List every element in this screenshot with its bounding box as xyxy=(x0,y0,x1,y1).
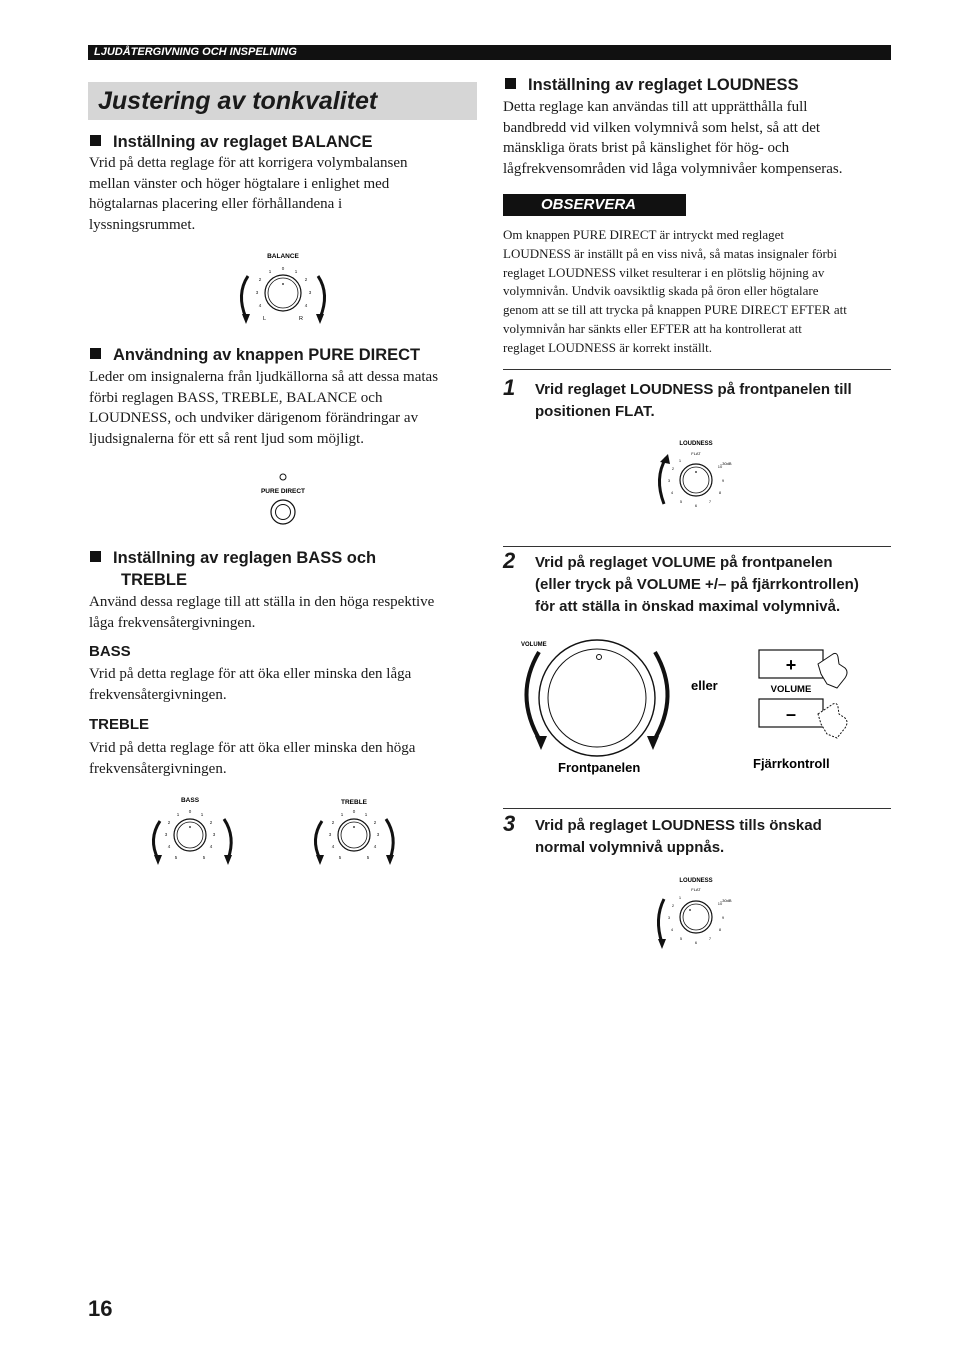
svg-text:3: 3 xyxy=(212,832,216,837)
arrow-right-icon xyxy=(318,276,325,318)
svg-text:1: 1 xyxy=(340,812,344,817)
step-3-number: 3 xyxy=(503,811,516,836)
svg-text:3: 3 xyxy=(164,832,168,837)
svg-text:3: 3 xyxy=(667,915,671,920)
bass-subheading: BASS xyxy=(89,643,131,660)
svg-text:10: 10 xyxy=(717,901,723,906)
svg-text:0: 0 xyxy=(188,809,192,814)
svg-text:6: 6 xyxy=(694,940,698,945)
remote-caption: Fjärrkontroll xyxy=(753,756,830,771)
arrow-left-icon xyxy=(241,276,248,318)
balance-heading: Inställning av reglaget BALANCE xyxy=(90,131,372,153)
bass-knob-figure xyxy=(140,793,240,873)
step-1-number: 1 xyxy=(503,375,516,400)
svg-text:1: 1 xyxy=(176,812,180,817)
svg-text:2: 2 xyxy=(304,277,308,282)
svg-text:4: 4 xyxy=(670,490,674,495)
balance-knob-label: BALANCE xyxy=(267,253,299,260)
volume-figure xyxy=(515,622,885,782)
loudness-flat-mark: FLAT xyxy=(691,887,701,892)
treble-text: Vrid på detta reglage för att öka eller minska den höga frekvensåtergivningen. xyxy=(89,740,416,777)
loudness-knob-label: LOUDNESS xyxy=(679,441,713,447)
svg-text:2: 2 xyxy=(209,820,213,825)
svg-text:4: 4 xyxy=(304,303,308,308)
minus-label: – xyxy=(785,704,797,724)
arrow-counterclockwise-icon xyxy=(659,458,666,504)
remote-volume-label: VOLUME xyxy=(770,684,812,695)
step-divider xyxy=(503,369,891,370)
svg-text:1: 1 xyxy=(294,269,298,274)
svg-text:5: 5 xyxy=(202,855,206,860)
svg-text:2: 2 xyxy=(373,820,377,825)
arrow-left-icon xyxy=(315,821,322,859)
square-bullet-icon xyxy=(90,348,101,359)
section-header: LJUDÅTERGIVNING OCH INSPELNING xyxy=(88,45,891,60)
pure-direct-button-label: PURE DIRECT xyxy=(260,488,306,495)
balance-text: Vrid på detta reglage för att korrigera volymbalansen mellan vänster och höger högtalare i enlighet med högtalarnas placering eller förhållandena i lyssningsrummet. xyxy=(89,155,408,233)
step-1-text: Vrid reglaget LOUDNESS på frontpanelen till positionen FLAT. xyxy=(535,381,852,420)
step-divider xyxy=(503,808,891,809)
loudness-knob-label: LOUDNESS xyxy=(679,878,713,884)
square-bullet-icon xyxy=(505,78,516,89)
svg-text:4: 4 xyxy=(167,844,171,849)
svg-text:2: 2 xyxy=(671,466,675,471)
loudness-knob xyxy=(680,464,712,496)
square-bullet-icon xyxy=(90,551,101,562)
bass-treble-text: Använd dessa reglage till att ställa in den höga respektive låga frekvensåtergivningen. xyxy=(89,594,435,631)
loudness-knob-figure-2 xyxy=(650,873,740,953)
svg-text:3: 3 xyxy=(376,832,380,837)
svg-text:6: 6 xyxy=(694,503,698,508)
balance-left-mark: L xyxy=(263,316,267,322)
page-title: Justering av tonkvalitet xyxy=(88,82,477,120)
svg-text:4: 4 xyxy=(258,303,262,308)
svg-text:1: 1 xyxy=(200,812,204,817)
pure-direct-text: Leder om insignalerna från ljudkällorna så att dessa matas förbi reglagen BASS, TREBLE, BALANCE och LOUDNESS, och undviker därigenom förändringar av ljudsignalerna för ett så rent ljud som möjligt. xyxy=(89,369,439,447)
svg-text:3: 3 xyxy=(328,832,332,837)
bass-knob xyxy=(174,819,206,851)
svg-text:5: 5 xyxy=(366,855,370,860)
arrow-left-icon xyxy=(658,899,664,943)
step-2-text: Vrid på reglaget VOLUME på frontpanelen (eller tryck på VOLUME +/– på fjärrkontrollen) för att ställa in önskad maximal volymnivå. xyxy=(535,554,859,615)
svg-text:5: 5 xyxy=(679,936,683,941)
balance-knob xyxy=(265,275,301,311)
arrow-right-icon xyxy=(224,819,231,859)
treble-knob-figure xyxy=(304,793,404,873)
page-number: 16 xyxy=(88,1296,113,1321)
svg-text:8: 8 xyxy=(718,490,722,495)
or-label: eller xyxy=(691,678,718,693)
svg-text:1: 1 xyxy=(268,269,272,274)
svg-text:2: 2 xyxy=(331,820,335,825)
pure-direct-figure xyxy=(252,470,314,528)
svg-text:5: 5 xyxy=(174,855,178,860)
loudness-flat-mark: FLAT xyxy=(691,451,701,456)
svg-text:7: 7 xyxy=(708,499,712,504)
svg-text:4: 4 xyxy=(209,844,213,849)
svg-text:0: 0 xyxy=(281,266,285,271)
note-text: Om knappen PURE DIRECT är intryckt med reglaget LOUDNESS är inställt på en viss nivå, så matas insignaler förbi reglaget LOUDNESS vilket resulterar i en plötslig höjning av volymnivån. Undvik oavsiktlig skada på öron eller högtalare genom att se till att trycka på knappen PURE DIRECT EFTER att volymnivån har sänkts eller EFTER att ha kontrollerat att reglaget LOUDNESS är korrekt inställt. xyxy=(503,227,847,355)
step-divider xyxy=(503,546,891,547)
svg-text:9: 9 xyxy=(721,915,725,920)
step-2-number: 2 xyxy=(503,548,516,573)
svg-text:2: 2 xyxy=(167,820,171,825)
loudness-db-mark: –30dB xyxy=(720,898,732,903)
front-panel-caption: Frontpanelen xyxy=(558,760,641,775)
svg-text:5: 5 xyxy=(338,855,342,860)
loudness-text: Detta reglage kan användas till att upprätthålla full bandbredd vid vilken volymnivå som helst, så att det mänskliga örats brist på känslighet för hög- och lågfrekvensområden vid låga volymnivåer kompenseras. xyxy=(503,99,843,177)
bass-knob-label: BASS xyxy=(180,797,200,804)
indicator-led-icon xyxy=(280,474,286,480)
svg-text:1: 1 xyxy=(678,895,682,900)
svg-text:9: 9 xyxy=(721,478,725,483)
volume-knob-label: VOLUME xyxy=(521,642,547,648)
plus-label: + xyxy=(785,655,797,675)
loudness-db-mark: –30dB xyxy=(720,461,732,466)
svg-text:7: 7 xyxy=(708,936,712,941)
svg-text:10: 10 xyxy=(717,464,723,469)
treble-knob-label: TREBLE xyxy=(341,799,367,806)
arrow-left-icon xyxy=(153,821,160,859)
pure-direct-button xyxy=(271,500,295,524)
svg-text:3: 3 xyxy=(308,290,312,295)
svg-text:0: 0 xyxy=(352,809,356,814)
note-label: OBSERVERA xyxy=(503,194,686,216)
loudness-knob xyxy=(680,901,712,933)
bass-treble-heading: Inställning av reglagen BASS och TREBLE xyxy=(90,547,376,591)
treble-knob xyxy=(338,819,370,851)
loudness-heading: Inställning av reglaget LOUDNESS xyxy=(505,74,798,96)
treble-subheading: TREBLE xyxy=(89,716,149,733)
svg-text:2: 2 xyxy=(258,277,262,282)
balance-knob-figure xyxy=(230,248,336,330)
square-bullet-icon xyxy=(90,135,101,146)
svg-text:2: 2 xyxy=(671,903,675,908)
loudness-knob-figure-1 xyxy=(650,436,740,516)
svg-text:3: 3 xyxy=(667,478,671,483)
svg-text:3: 3 xyxy=(255,290,259,295)
arrow-right-icon xyxy=(386,819,393,859)
svg-text:5: 5 xyxy=(679,499,683,504)
svg-text:8: 8 xyxy=(718,927,722,932)
step-3-text: Vrid på reglaget LOUDNESS tills önskad normal volymnivå uppnås. xyxy=(535,817,822,856)
svg-text:1: 1 xyxy=(678,458,682,463)
svg-text:1: 1 xyxy=(364,812,368,817)
pure-direct-heading: Användning av knappen PURE DIRECT xyxy=(90,344,420,366)
svg-text:4: 4 xyxy=(331,844,335,849)
bass-text: Vrid på detta reglage för att öka eller minska den låga frekvensåtergivningen. xyxy=(89,666,412,703)
svg-text:4: 4 xyxy=(670,927,674,932)
balance-right-mark: R xyxy=(299,316,303,322)
svg-text:4: 4 xyxy=(373,844,377,849)
